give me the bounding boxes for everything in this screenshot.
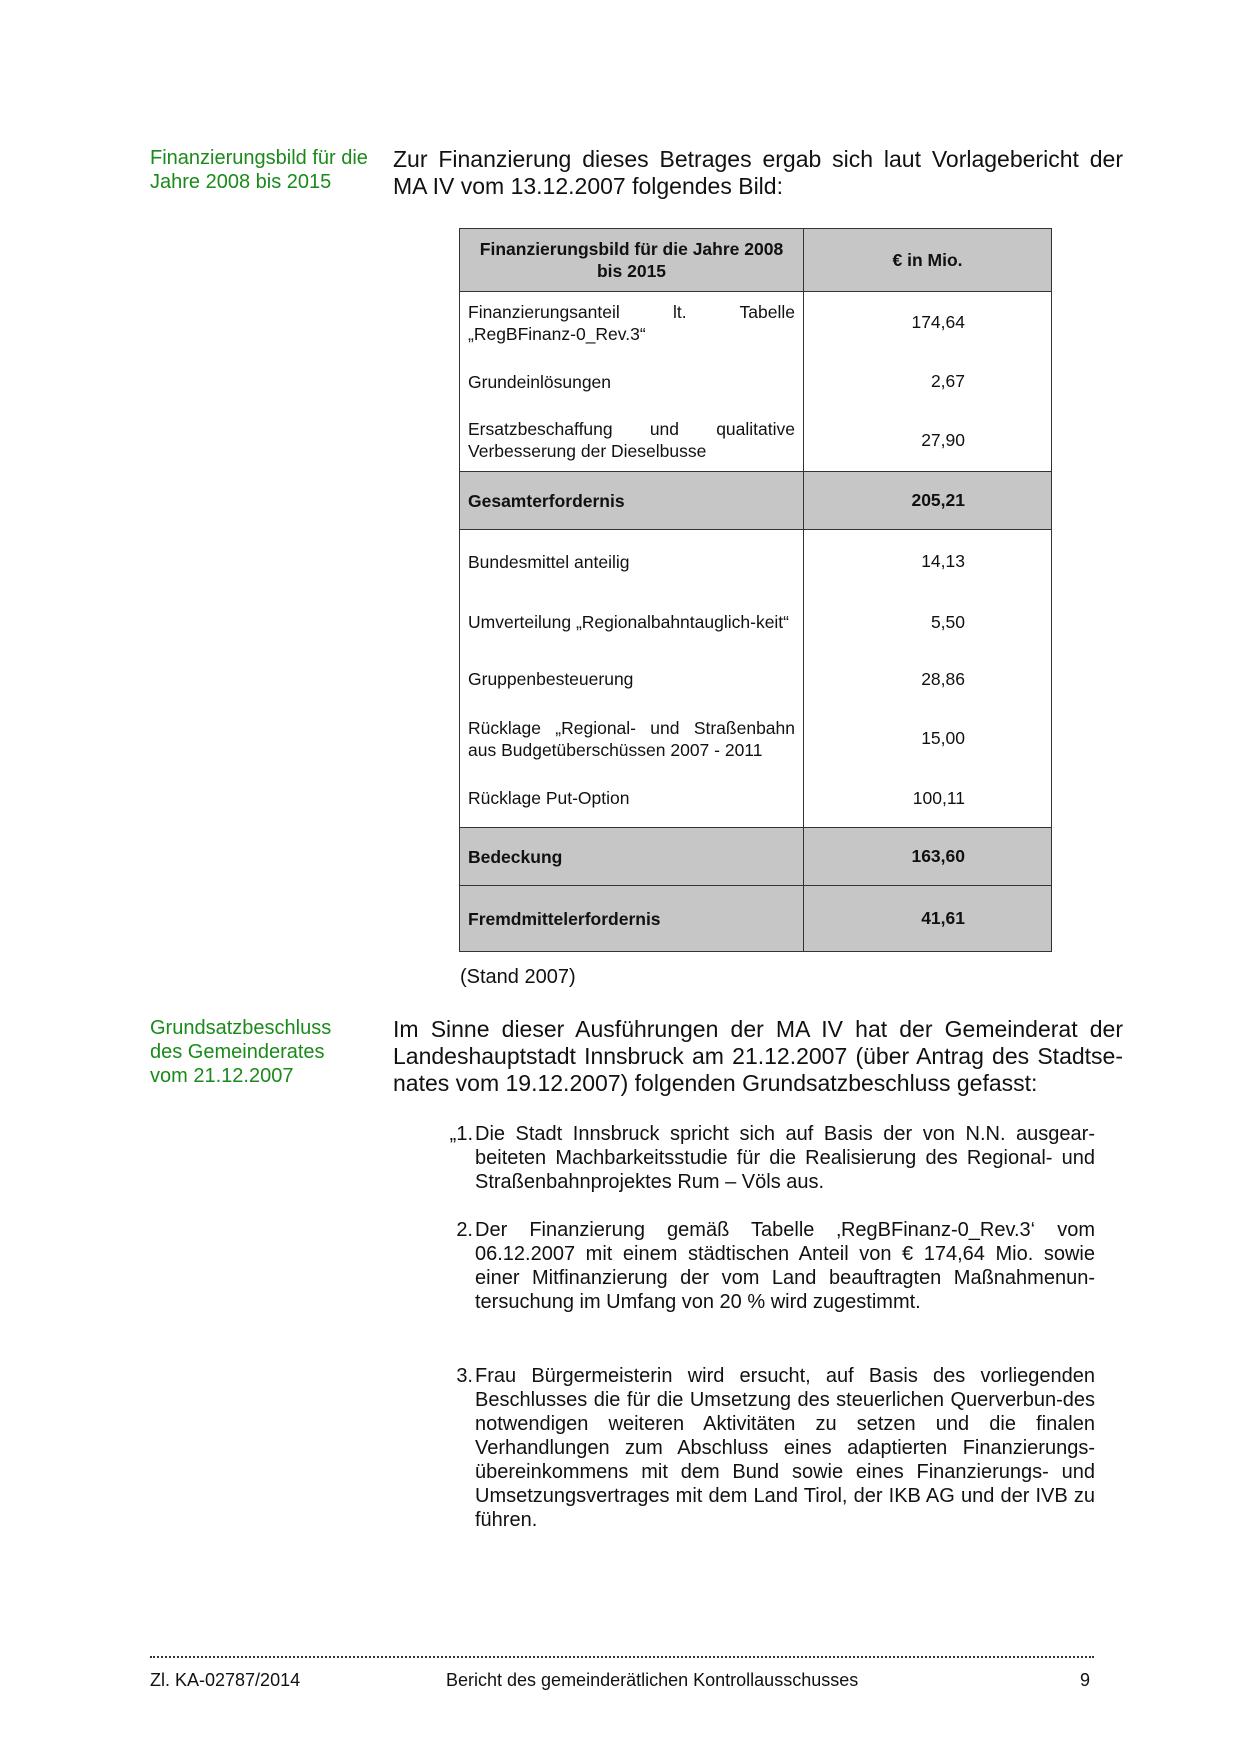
row-value: 27,90 [804,410,1052,472]
resolution-intro: Im Sinne dieser Ausführungen der MA IV hat der Gemeinderat der Landeshauptstadt Innsbruck am 21.12.2007 (über Antrag des Stadtse-nates vom 19.12.2007) folgenden Grundsatzbeschluss gefasst: [393,1016,1123,1096]
margin-note-finanzierungsbild: Finanzierungsbild für die Jahre 2008 bis 2015 [150,147,368,193]
row-value: 100,11 [804,770,1052,828]
item-text: Der Finanzierung gemäß Tabelle ‚RegBFinanz-0_Rev.3‘ vom 06.12.2007 mit einem städtischen Anteil von € 174,64 Mio. sowie einer Mitfinanzierung der vom Land beauftragten Maßnahmenun-tersuchung im Umfang von 20 % wird zugestimmt. [475,1219,1095,1313]
page-number: 9 [1080,1670,1091,1690]
row-label: Gesamterfordernis [460,472,804,530]
row-label: Rücklage Put-Option [460,770,804,828]
row-label: Finanzierungsanteil lt. Tabelle „RegBFinanz-0_Rev.3“ [460,292,804,354]
row-value: 14,13 [804,530,1052,594]
table-row [460,651,1052,708]
resolution-item [445,1218,1095,1314]
row-value: 205,21 [804,472,1052,530]
row-label: Fremdmittelerfordernis [460,886,804,952]
intro-paragraph: Zur Finanzierung dieses Betrages ergab sich laut Vorlagebericht der MA IV vom 13.12.2007 folgendes Bild: [393,146,1123,199]
table-row [460,292,1052,354]
header-label: Finanzierungsbild für die Jahre 2008 bis 2015 [460,229,804,292]
row-value: 41,61 [804,886,1052,952]
row-label: Bundesmittel anteilig [460,530,804,594]
row-value: 5,50 [804,594,1052,651]
row-label: Rücklage „Regional- und Straßenbahn aus Budgetüberschüssen 2007 - 2011 [460,708,804,770]
resolution-item [445,1122,1095,1194]
header-value: € in Mio. [804,229,1052,292]
table-header-row [460,229,1052,292]
row-value: 28,86 [804,651,1052,708]
table-row-total [460,828,1052,886]
footer-rule [150,1656,1094,1658]
table-caption: (Stand 2007) [460,966,576,988]
row-label: Gruppenbesteuerung [460,651,804,708]
row-label: Bedeckung [460,828,804,886]
item-number: „1. [449,1123,473,1145]
row-label: Grundeinlösungen [460,354,804,410]
row-value: 174,64 [804,292,1052,354]
row-value: 2,67 [804,354,1052,410]
item-text: Frau Bürgermeisterin wird ersucht, auf Basis des vorliegenden Beschlusses die für die Umsetzung des steuerlichen Querverbun-des notwendigen weiteren Aktivitäten zu setzen und die finalen Verhandlungen zum Abschluss eines adaptierten Finanzierungs-übereinkommens mit dem Bund sowie eines Finanzierungs- und Umsetzungsvertrages mit dem Land Tirol, der IKB AG und der IVB zu führen. [475,1365,1095,1531]
row-value: 163,60 [804,828,1052,886]
footer-title: Bericht des gemeinderätlichen Kontrollausschusses [446,1670,859,1690]
item-number: 2. [456,1219,473,1241]
table-row-total [460,886,1052,952]
resolution-item [445,1364,1095,1532]
item-text: Die Stadt Innsbruck spricht sich auf Basis der von N.N. ausgear-beiteten Machbarkeitsstudie für die Realisierung des Regional- und Straßenbahnprojektes Rum – Völs aus. [475,1123,1095,1193]
item-number: 3. [456,1365,473,1387]
financing-table [459,228,1052,952]
row-value: 15,00 [804,708,1052,770]
table-row [460,354,1052,410]
table-row [460,708,1052,770]
footer-reference: Zl. KA-02787/2014 [150,1670,301,1690]
table-row [460,410,1052,472]
table-row [460,594,1052,651]
row-label: Umverteilung „Regionalbahntauglich-keit“ [460,594,804,651]
table-row [460,770,1052,828]
table-row-total [460,472,1052,530]
row-label: Ersatzbeschaffung und qualitative Verbesserung der Dieselbusse [460,410,804,472]
margin-note-grundsatzbeschluss: Grundsatzbeschluss des Gemeinderates vom 21.12.2007 [150,1017,332,1087]
table-row [460,530,1052,594]
